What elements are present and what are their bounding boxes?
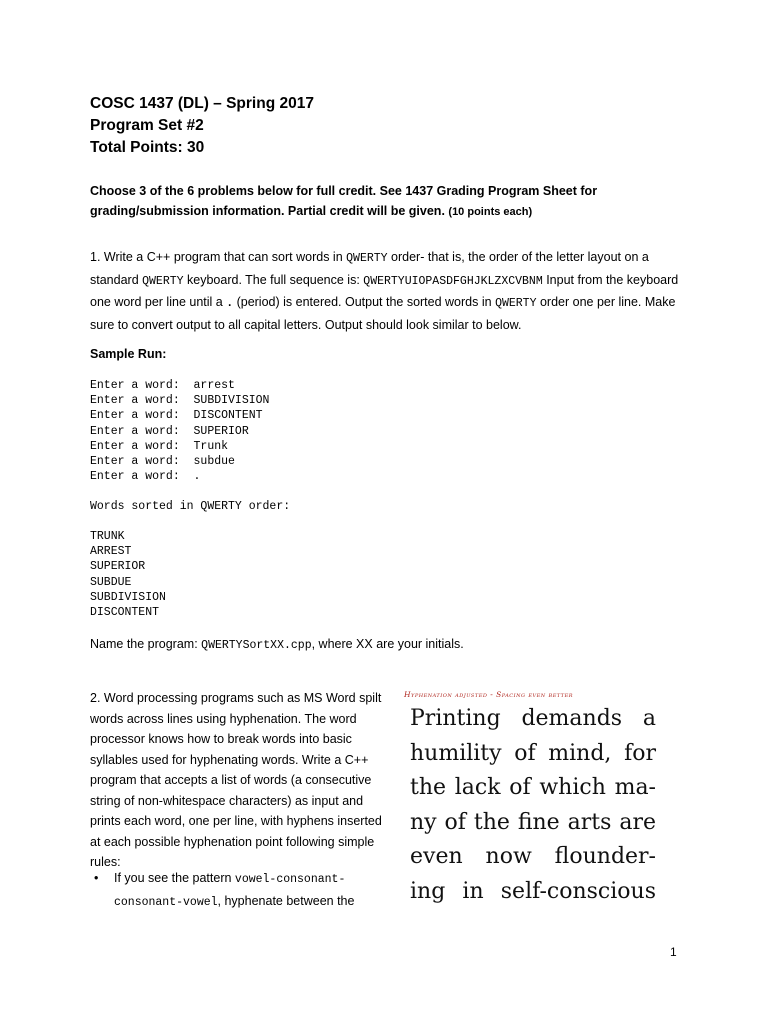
problem-1-paragraph <box>90 247 680 335</box>
hyphenation-figure <box>410 702 656 909</box>
problem-1-text: order one per line. Make sure to convert output to all capital letters. Output should look similar to below. <box>90 295 676 332</box>
page-number: 1 <box>670 945 677 959</box>
figure-text-line: ing in self-conscious <box>410 878 656 904</box>
sample-run-line: Enter a word: arrest <box>90 379 235 392</box>
problem-2-paragraph: 2. Word processing programs such as MS Word spilt words across lines using hyphenation. The word processor knows how to break words into basic syllables used for hyphenating words. Write a C++ program that accepts a list of words (a consecutive string of non-whitespace characters) as input and prints each word, one per line, with hyphens inserted at each possible hyphenation point following simple rules: <box>90 691 382 869</box>
figure-text-line: the lack of which ma- <box>410 775 656 800</box>
sorted-words-block <box>90 529 166 620</box>
program-filename: QWERTYSortXX.cpp <box>201 639 312 652</box>
sample-run-block <box>90 378 269 484</box>
problem-1-text: (period) is entered. Output the sorted words in <box>233 295 496 309</box>
problem-1-text: keyboard. The full sequence is: <box>183 272 364 287</box>
bullet-text: If you see the pattern <box>114 871 235 885</box>
sorted-word: SUBDIVISION <box>90 590 166 604</box>
name-suffix: , where XX are your initials. <box>311 637 464 651</box>
figure-text-line: ny of the fine arts are <box>410 809 656 835</box>
figure-caption: Hyphenation adjusted - Spacing even better <box>404 690 574 699</box>
course-title: COSC 1437 (DL) – Spring 2017 <box>90 95 314 112</box>
qwerty-term: QWERTY <box>346 252 388 265</box>
figure-text-line: even now flounder- <box>410 844 656 869</box>
problem-1-text: Input from the keyboard one word per line until a <box>90 272 679 309</box>
sample-run-line: Enter a word: SUPERIOR <box>90 424 249 438</box>
figure-text-line: Printing demands a <box>410 706 656 731</box>
total-points: Total Points: 30 <box>90 139 205 156</box>
instructions-paragraph <box>90 181 690 222</box>
sample-run-line: Enter a word: DISCONTENT <box>90 409 263 423</box>
name-prefix: Name the program: <box>90 637 202 651</box>
document-header <box>90 93 314 159</box>
rule-bullet <box>94 868 389 913</box>
period-symbol: . <box>226 297 234 310</box>
sample-run-label: Sample Run: <box>90 347 167 361</box>
sample-run-line: Enter a word: Trunk <box>90 439 229 453</box>
sorted-word: SUPERIOR <box>90 560 146 574</box>
sorted-word: SUBDUE <box>90 575 132 589</box>
sorted-word: DISCONTENT <box>90 606 160 620</box>
bullet-text: , hyphenate between the <box>217 893 355 908</box>
sorted-word: TRUNK <box>90 530 125 543</box>
problem-1-text: order- that is, the order of the letter layout on a standard <box>90 250 649 287</box>
bullet-icon: • <box>94 871 99 885</box>
points-note: (10 points each) <box>448 206 533 218</box>
qwerty-term: QWERTY <box>495 297 537 310</box>
qwerty-sequence: QWERTYUIOPASDFGHJKLZXCVBNM <box>363 274 543 288</box>
sorted-heading: Words sorted in QWERTY order: <box>90 500 291 513</box>
qwerty-term: QWERTY <box>142 274 184 288</box>
problem-1-text: 1. Write a C++ program that can sort words in <box>90 250 347 264</box>
sorted-word: ARREST <box>90 545 132 559</box>
instructions-text: Choose 3 of the 6 problems below for full credit. See 1437 Grading Program Sheet for grading/submission information. Partial credit will be given. <box>90 184 598 218</box>
sample-run-line: Enter a word: subdue <box>90 455 235 469</box>
program-set-title: Program Set #2 <box>90 117 204 134</box>
sample-run-line: Enter a word: SUBDIVISION <box>90 394 270 408</box>
bullet-pattern: vowel-consonant-consonant-vowel <box>114 873 346 909</box>
figure-text-line: humility of mind, for <box>410 740 656 766</box>
program-name-line <box>90 637 464 652</box>
sample-run-line: Enter a word: . <box>90 470 201 484</box>
